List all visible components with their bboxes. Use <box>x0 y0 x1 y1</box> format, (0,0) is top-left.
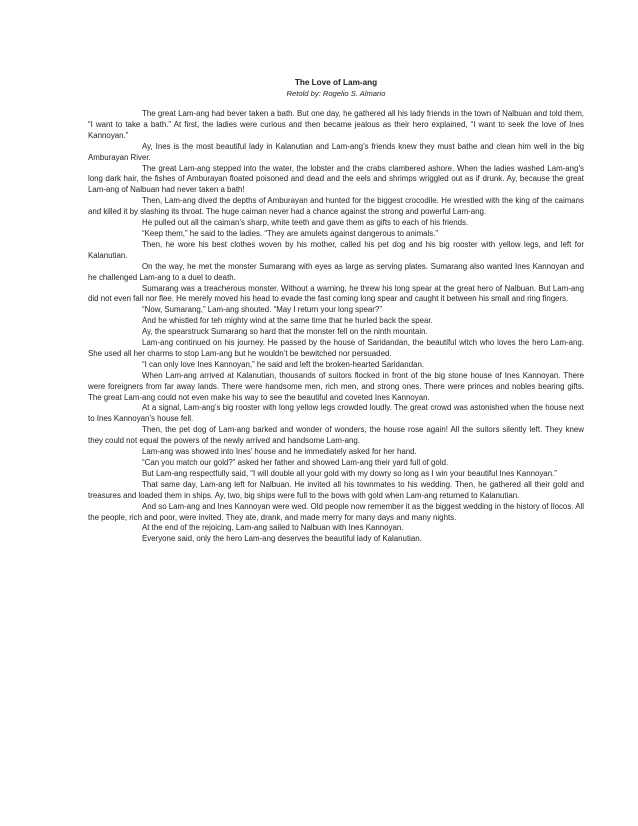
story-body <box>88 109 584 545</box>
paragraph: When Lam-ang arrived at Kalanutian, thousands of suitors flocked in front of the big stone house of Ines Kannoyan. There were foreigners from far away lands. There were handsome men, rich men, and strong ones. There were princes and nobles bearing gifts. The great Lam-ang could not even make his way to see the beautiful and coveted Ines Kannoyan. <box>88 370 584 402</box>
document-subtitle: Retold by: Rogelio S. Almario <box>286 89 386 98</box>
paragraph: Lam-ang was showed into Ines’ house and he immediately asked for her hand. <box>142 447 417 457</box>
paragraph: “I can only love Ines Kannoyan,” he said and left the broken-hearted Saridandan. <box>142 359 425 369</box>
paragraph: That same day, Lam-ang left for Nalbuan. He invited all his townmates to his wedding. Then, he gathered all their gold and treasures and loaded them in ships. Ay, two, big ships were full to the bows with gold when Lam-ang returned to Kalanutian. <box>88 479 584 500</box>
paragraph: Then, Lam-ang dived the depths of Amburayan and hunted for the biggest crocodile. He wrestled with the king of the caimans and killed it by slashing its throat. The huge caiman never had a chance against the strong and powerful Lam-ang. <box>88 196 584 217</box>
paragraph: Then, the pet dog of Lam-ang barked and wonder of wonders, the house rose again! All the suitors silently left. They knew they could not equal the powers of the newly arrived and handsome Lam-ang. <box>88 425 584 446</box>
paragraph: And so Lam-ang and Ines Kannoyan were wed. Old people now remember it as the biggest wedding in the history of Ilocos. All the people, rich and poor, were invited. They ate, drank, and made merry for many days and many nights. <box>88 501 584 522</box>
paragraph: Then, he wore his best clothes woven by his mother, called his pet dog and his big rooster with yellow legs, and left for Kalanutian. <box>88 239 584 260</box>
paragraph: And he whistled for teh mighty wind at the same time that he hurled back the spear. <box>142 316 433 326</box>
paragraph: Lam-ang continued on his journey. He passed by the house of Saridandan, the beautiful witch who loves the hero Lam-ang. She used all her charms to stop Lam-ang but he wouldn’t be bewitched nor persuaded. <box>88 338 584 358</box>
paragraph: The great Lam-ang had bever taken a bath. But one day, he gathered all his lady friends in the town of Nalbuan and told them, “I want to take a bath.” At first, the ladies were curious and then became jealous as their hero explained, “I want to seek the love of Ines Kannoyan.” <box>88 109 584 140</box>
paragraph: The great Lam-ang stepped into the water, the lobster and the crabs clambered ashore. When the ladies washed Lam-ang’s long dark hair, the fishes of Amburayan floated poisoned and dead and the eels and shrimps wriggled out as if drunk. Ay, because the great Lam-ang of Nalbuan had never taken a bath! <box>88 163 584 195</box>
paragraph: Sumarang was a treacherous monster. Without a warning, he threw his long spear at the great hero of Nalbuan. But Lam-ang did not even fall nor flee. He merely moved his head to evade the fast coming long spear and caught it between his small and ring fingers. <box>88 283 584 304</box>
paragraph: But Lam-ang respectfully said, “I will double all your gold with my dowry so long as I win your beautiful Ines Kannoyan.” <box>142 468 557 478</box>
paragraph: “Now, Sumarang,” Lam-ang shouted. “May I return your long spear?” <box>142 305 382 315</box>
paragraph: Everyone said, only the hero Lam-ang deserves the beautiful lady of Kalanutian. <box>142 534 422 544</box>
paragraph: Ay, Ines is the most beautiful lady in Kalanutian and Lam-ang’s friends knew they must bathe and clean him well in the big Amburayan River. <box>88 141 584 162</box>
paragraph: He pulled out all the caiman’s sharp, white teeth and gave them as gifts to each of his friends. <box>142 218 469 228</box>
paragraph: At a signal, Lam-ang’s big rooster with long yellow legs crowded loudly. The great crowd was astonished when the house next to Ines Kannoyan’s house fell. <box>88 403 584 424</box>
paragraph: “Keep them,” he said to the ladies. “They are amulets against dangerous to animals.” <box>142 228 439 238</box>
document-title: The Love of Lam-ang <box>294 78 378 87</box>
paragraph: On the way, he met the monster Sumarang with eyes as large as serving plates. Sumarang also wanted Ines Kannoyan and he challenged Lam-ang to a duel to death. <box>88 261 584 282</box>
paragraph: “Can you match our gold?” asked her father and showed Lam-ang their yard full of gold. <box>142 458 449 467</box>
paragraph: Ay, the spearstruck Sumarang so hard that the monster fell on the ninth mountain. <box>142 327 428 337</box>
paragraph: At the end of the rejoicing, Lam-ang sailed to Nalbuan with Ines Kannoyan. <box>142 523 404 533</box>
